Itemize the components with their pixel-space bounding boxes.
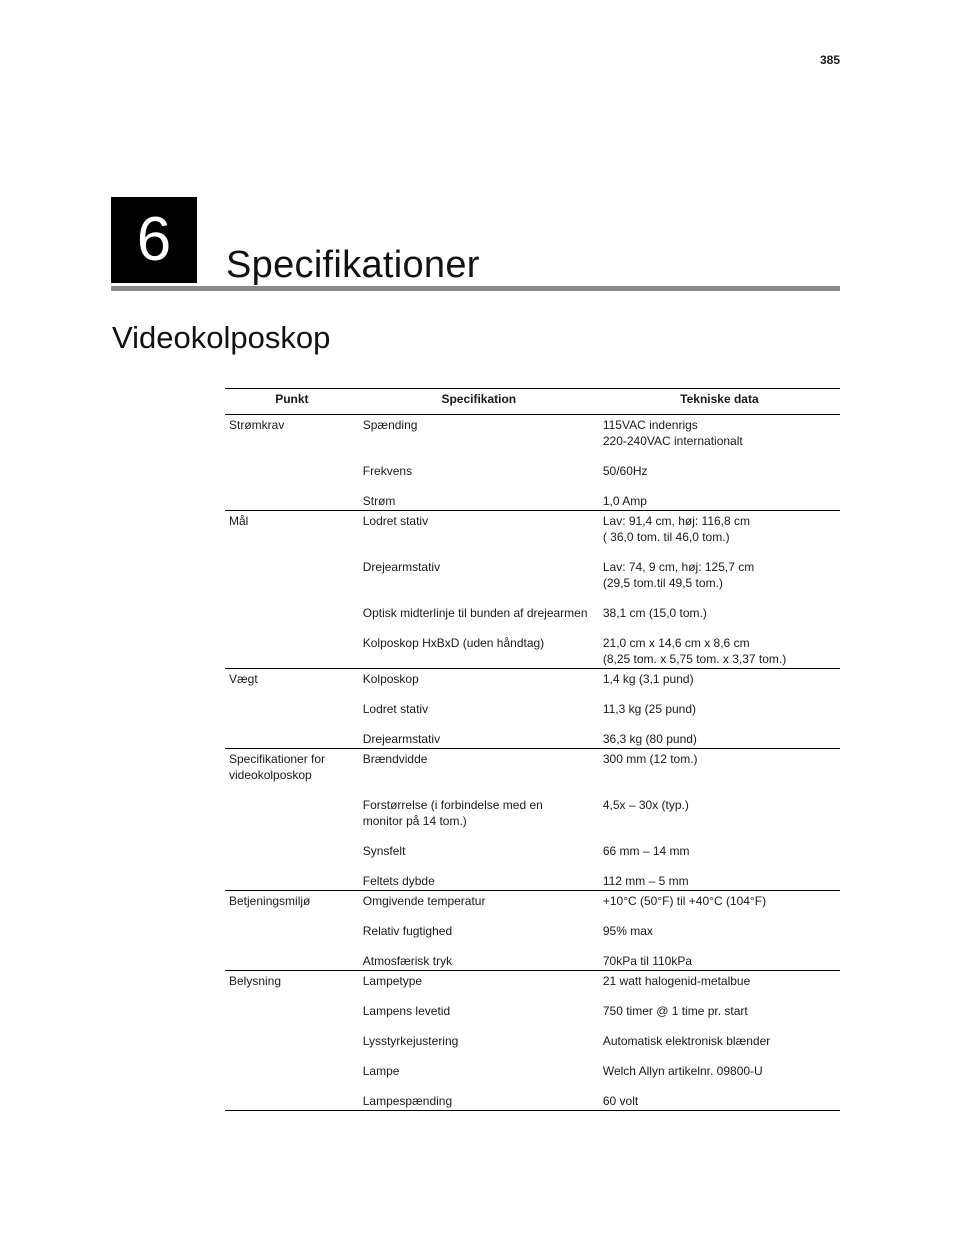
cell-tekniske-data — [599, 996, 840, 1026]
cell-punkt — [225, 724, 359, 749]
cell-specifikation — [359, 1026, 599, 1056]
cell-specifikation — [359, 946, 599, 971]
table-row — [225, 694, 840, 724]
data-value: 60 volt — [602, 1094, 639, 1108]
data-value: Lav: 91,4 cm, høj: 116,8 cm — [602, 514, 751, 528]
cell-punkt — [225, 456, 359, 486]
spec-label: Drejearmstativ — [362, 560, 441, 574]
cell-punkt — [225, 1056, 359, 1086]
cell-specifikation — [359, 486, 599, 511]
spec-label: Kolposkop HxBxD (uden håndtag) — [362, 636, 545, 650]
data-value: +10°C (50°F) til +40°C (104°F) — [602, 894, 767, 908]
cell-punkt — [225, 891, 359, 917]
cell-tekniske-data — [599, 891, 840, 917]
table-row — [225, 891, 840, 917]
data-value: 112 mm – 5 mm — [602, 874, 689, 888]
cell-specifikation — [359, 511, 599, 553]
cell-tekniske-data — [599, 456, 840, 486]
data-value: 50/60Hz — [602, 464, 648, 478]
cell-specifikation — [359, 669, 599, 695]
table-row — [225, 866, 840, 891]
cell-punkt — [225, 694, 359, 724]
table-row — [225, 1026, 840, 1056]
cell-specifikation — [359, 836, 599, 866]
cell-specifikation — [359, 456, 599, 486]
cell-specifikation — [359, 891, 599, 917]
spec-label: Strøm — [362, 494, 396, 508]
cell-punkt — [225, 628, 359, 669]
data-value: 1,4 kg (3,1 pund) — [602, 672, 694, 686]
item-label: Strømkrav — [229, 418, 285, 432]
spec-label: Optisk midterlinje til bunden af drejearmen — [362, 606, 588, 620]
cell-tekniske-data — [599, 511, 840, 553]
cell-specifikation — [359, 866, 599, 891]
data-value: 220-240VAC internationalt — [602, 434, 743, 448]
cell-punkt — [225, 866, 359, 891]
cell-specifikation — [359, 598, 599, 628]
table-row — [225, 836, 840, 866]
item-label: Betjeningsmiljø — [229, 894, 311, 908]
table-row — [225, 511, 840, 553]
spec-label: Lampetype — [362, 974, 423, 988]
cell-punkt — [225, 971, 359, 997]
cell-punkt — [225, 511, 359, 553]
chapter-number: 6 — [136, 205, 172, 274]
table-row — [225, 996, 840, 1026]
spec-label: Kolposkop — [362, 672, 419, 686]
header-punkt: Punkt — [225, 389, 359, 415]
data-value: 38,1 cm (15,0 tom.) — [602, 606, 707, 620]
data-value: 36,3 kg (80 pund) — [602, 732, 697, 746]
data-value: Lav: 74, 9 cm, høj: 125,7 cm — [602, 560, 755, 574]
spec-label: Relativ fugtighed — [362, 924, 453, 938]
table-row — [225, 1056, 840, 1086]
table-header-row — [225, 389, 840, 415]
cell-punkt — [225, 1026, 359, 1056]
data-value: 1,0 Amp — [602, 494, 647, 508]
spec-label: Lampens levetid — [362, 1004, 451, 1018]
cell-tekniske-data — [599, 971, 840, 997]
table-row — [225, 486, 840, 511]
cell-punkt — [225, 486, 359, 511]
header-tekniske-data: Tekniske data — [599, 389, 840, 415]
spec-label: Lodret stativ — [362, 702, 429, 716]
spec-table — [225, 388, 840, 1111]
data-value: 66 mm – 14 mm — [602, 844, 690, 858]
table-row — [225, 724, 840, 749]
cell-tekniske-data — [599, 790, 840, 836]
data-value: 750 timer @ 1 time pr. start — [602, 1004, 748, 1018]
data-value: (29,5 tom.til 49,5 tom.) — [602, 576, 723, 590]
cell-tekniske-data — [599, 836, 840, 866]
data-value: ( 36,0 tom. til 46,0 tom.) — [602, 530, 730, 544]
spec-label: monitor på 14 tom.) — [362, 814, 467, 828]
cell-tekniske-data — [599, 1086, 840, 1111]
data-value: 4,5x – 30x (typ.) — [602, 798, 689, 812]
table-row — [225, 971, 840, 997]
cell-specifikation — [359, 724, 599, 749]
cell-specifikation — [359, 628, 599, 669]
cell-tekniske-data — [599, 486, 840, 511]
table-row — [225, 598, 840, 628]
cell-tekniske-data — [599, 669, 840, 695]
cell-punkt — [225, 996, 359, 1026]
data-value: 11,3 kg (25 pund) — [602, 702, 697, 716]
table-row — [225, 669, 840, 695]
cell-punkt — [225, 836, 359, 866]
cell-tekniske-data — [599, 415, 840, 457]
cell-tekniske-data — [599, 598, 840, 628]
cell-punkt — [225, 946, 359, 971]
header-specifikation: Specifikation — [359, 389, 599, 415]
cell-tekniske-data — [599, 724, 840, 749]
data-value: 115VAC indenrigs — [602, 418, 698, 432]
cell-tekniske-data — [599, 1056, 840, 1086]
data-value: 70kPa til 110kPa — [602, 954, 693, 968]
cell-tekniske-data — [599, 552, 840, 598]
data-value: 21,0 cm x 14,6 cm x 8,6 cm — [602, 636, 750, 650]
table-row — [225, 916, 840, 946]
table-row — [225, 456, 840, 486]
cell-tekniske-data — [599, 749, 840, 791]
item-label: Mål — [229, 514, 249, 528]
spec-label: Synsfelt — [362, 844, 406, 858]
table-row — [225, 946, 840, 971]
cell-tekniske-data — [599, 916, 840, 946]
cell-punkt — [225, 749, 359, 791]
data-value: (8,25 tom. x 5,75 tom. x 3,37 tom.) — [602, 652, 787, 666]
cell-specifikation — [359, 1086, 599, 1111]
cell-punkt — [225, 1086, 359, 1111]
item-label: Belysning — [229, 974, 282, 988]
table-group — [225, 971, 840, 1111]
chapter-number-badge — [111, 197, 197, 283]
cell-specifikation — [359, 971, 599, 997]
table-row — [225, 552, 840, 598]
cell-specifikation — [359, 694, 599, 724]
data-value: 300 mm (12 tom.) — [602, 752, 698, 766]
spec-label: Lampespænding — [362, 1094, 453, 1108]
table-group — [225, 891, 840, 971]
cell-punkt — [225, 552, 359, 598]
chapter-divider — [111, 286, 840, 291]
item-label: Vægt — [229, 672, 258, 686]
item-label: Specifikationer for — [229, 752, 326, 766]
table-row — [225, 749, 840, 791]
table-group — [225, 749, 840, 891]
cell-specifikation — [359, 916, 599, 946]
cell-tekniske-data — [599, 1026, 840, 1056]
table-row — [225, 415, 840, 457]
page-number: 385 — [819, 53, 840, 67]
cell-punkt — [225, 669, 359, 695]
spec-label: Atmosfærisk tryk — [362, 954, 453, 968]
cell-specifikation — [359, 552, 599, 598]
section-title: Videokolposkop — [112, 320, 331, 355]
spec-label: Lampe — [362, 1064, 400, 1078]
spec-label: Lodret stativ — [362, 514, 429, 528]
chapter-title: Specifikationer — [226, 244, 480, 286]
table-group — [225, 511, 840, 669]
spec-label: Omgivende temperatur — [362, 894, 486, 908]
data-value: Welch Allyn artikelnr. 09800-U — [602, 1064, 763, 1078]
spec-label: Frekvens — [362, 464, 413, 478]
cell-specifikation — [359, 415, 599, 457]
data-value: Automatisk elektronisk blænder — [602, 1034, 771, 1048]
table-group — [225, 415, 840, 511]
cell-specifikation — [359, 996, 599, 1026]
table-row — [225, 1086, 840, 1111]
table-row — [225, 790, 840, 836]
cell-punkt — [225, 916, 359, 946]
cell-tekniske-data — [599, 628, 840, 669]
cell-punkt — [225, 790, 359, 836]
data-value: 95% max — [602, 924, 653, 938]
spec-label: Lysstyrkejustering — [362, 1034, 459, 1048]
data-value: 21 watt halogenid-metalbue — [602, 974, 751, 988]
table-row — [225, 628, 840, 669]
cell-tekniske-data — [599, 946, 840, 971]
item-label: videokolposkop — [229, 768, 312, 782]
cell-tekniske-data — [599, 866, 840, 891]
spec-label: Drejearmstativ — [362, 732, 441, 746]
spec-label: Feltets dybde — [362, 874, 435, 888]
cell-specifikation — [359, 749, 599, 791]
cell-specifikation — [359, 790, 599, 836]
cell-specifikation — [359, 1056, 599, 1086]
cell-punkt — [225, 415, 359, 457]
spec-label: Forstørrelse (i forbindelse med en — [362, 798, 543, 812]
cell-punkt — [225, 598, 359, 628]
table-group — [225, 669, 840, 749]
spec-label: Spænding — [362, 418, 418, 432]
spec-label: Brændvidde — [362, 752, 428, 766]
cell-tekniske-data — [599, 694, 840, 724]
